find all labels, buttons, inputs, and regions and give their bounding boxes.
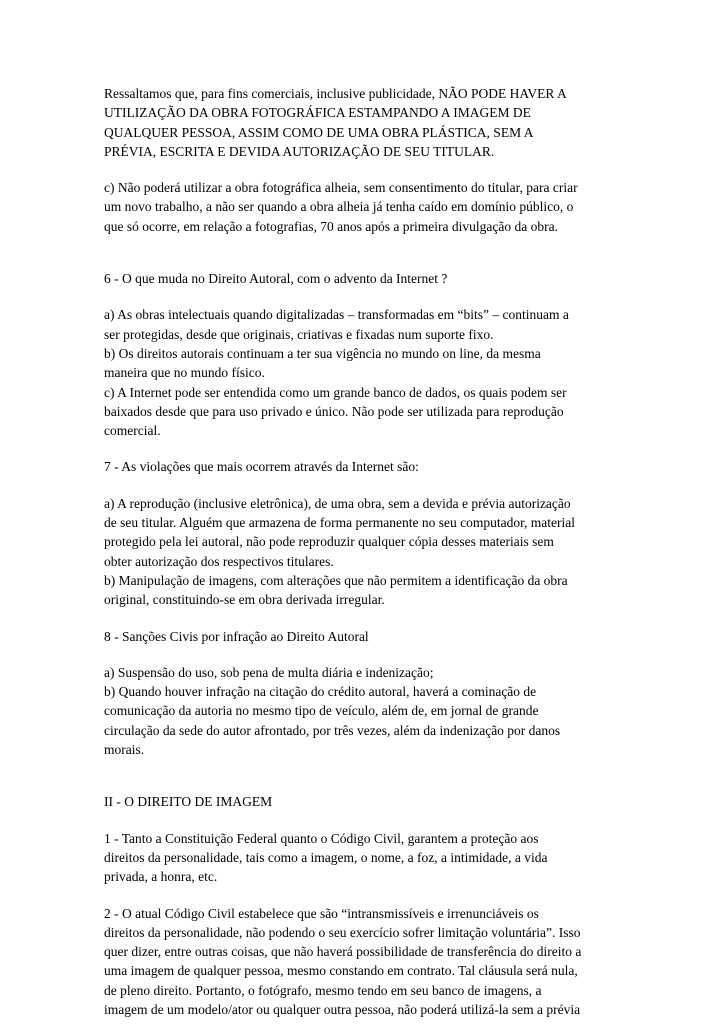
spacer (104, 610, 628, 627)
paragraph-part-ii-item-2: 2 - O atual Código Civil estabelece que são “intransmissíveis e irrenunciáveis os direitos da personalidade, não podendo o seu exercício sofrer limitação voluntária”. Isso quer dizer, entre outras coisas, que não haverá possibilidade de transferência do direito a uma imagem de qualquer pessoa, mesmo constando em contrato. Tal cláusula será nula, de pleno direito. Portanto, o fotógrafo, mesmo tendo em seu banco de imagens, a imagem de um modelo/ator ou qualquer outra pessoa, não poderá utilizá-la sem a prévia (104, 905, 582, 1017)
paragraph-section-7-items: a) A reprodução (inclusive eletrônica), de uma obra, sem a devida e prévia autorização de seu titular. Alguém que armazena de forma permanente no seu computador, material protegido pela lei autoral, não pode reproduzir qualquer cópia desses materiais sem obter autorização dos respectivos titulares. b) Manipulação de imagens, com alterações que não permitem a identificação da obra original, constituindo-se em obra derivada irregular. (104, 495, 576, 608)
spacer (104, 887, 628, 904)
spacer (104, 759, 628, 792)
paragraph-section-6-items: a) As obras intelectuais quando digitalizadas – transformadas em “bits” – continuam a ser protegidas, desde que originais, criativas e fixadas num suporte fixo. b) Os direitos autorais continuam a ter sua vigência no mundo on line, da mesma maneira que no mundo físico. c) A Internet pode ser entendida como um grande banco de dados, os quais podem ser baixados desde que para uso privado e único. Não pode ser utilizada para reprodução comercial. (104, 307, 569, 439)
spacer (104, 812, 628, 829)
spacer (104, 288, 628, 305)
document-page (104, 84, 628, 1019)
spacer (104, 161, 628, 178)
spacer (104, 646, 628, 663)
heading-section-6: 6 - O que muda no Direito Autoral, com o advento da Internet ? (104, 271, 448, 287)
paragraph-section-8-items: a) Suspensão do uso, sob pena de multa diária e indenização; b) Quando houver infração na citação do crédito autoral, haverá a cominação de comunicação da autoria no mesmo tipo de veículo, além de, em jornal de grande circulação da sede do autor afrontado, por três vezes, além da indenização por danos morais. (104, 664, 561, 758)
spacer (104, 477, 628, 494)
paragraph-commercial-use-warning: Ressaltamos que, para fins comerciais, inclusive publicidade, NÃO PODE HAVER A UTILIZAÇÃO DA OBRA FOTOGRÁFICA ESTAMPANDO A IMAGEM DE QUALQUER PESSOA, ASSIM COMO DE UMA OBRA PLÁSTICA, SEM A PRÉVIA, ESCRITA E DEVIDA AUTORIZAÇÃO DE SEU TITULAR. (104, 86, 567, 159)
paragraph-item-c-derived-work: c) Não poderá utilizar a obra fotográfica alheia, sem consentimento do titular, para criar um novo trabalho, a não ser quando a obra alheia já tenha caído em domínio público, o que só ocorre, em relação a fotografias, 70 anos após a primeira divulgação da obra. (104, 180, 578, 234)
heading-part-ii: II - O DIREITO DE IMAGEM (104, 794, 273, 810)
spacer (104, 236, 628, 269)
spacer (104, 440, 628, 457)
heading-section-8: 8 - Sanções Civis por infração ao Direito Autoral (104, 628, 369, 644)
paragraph-part-ii-item-1: 1 - Tanto a Constituição Federal quanto o Código Civil, garantem a proteção aos direitos da personalidade, tais como a imagem, o nome, a foz, a intimidade, a vida privada, a honra, etc. (104, 830, 548, 885)
heading-section-7: 7 - As violações que mais ocorrem através da Internet são: (104, 459, 419, 475)
